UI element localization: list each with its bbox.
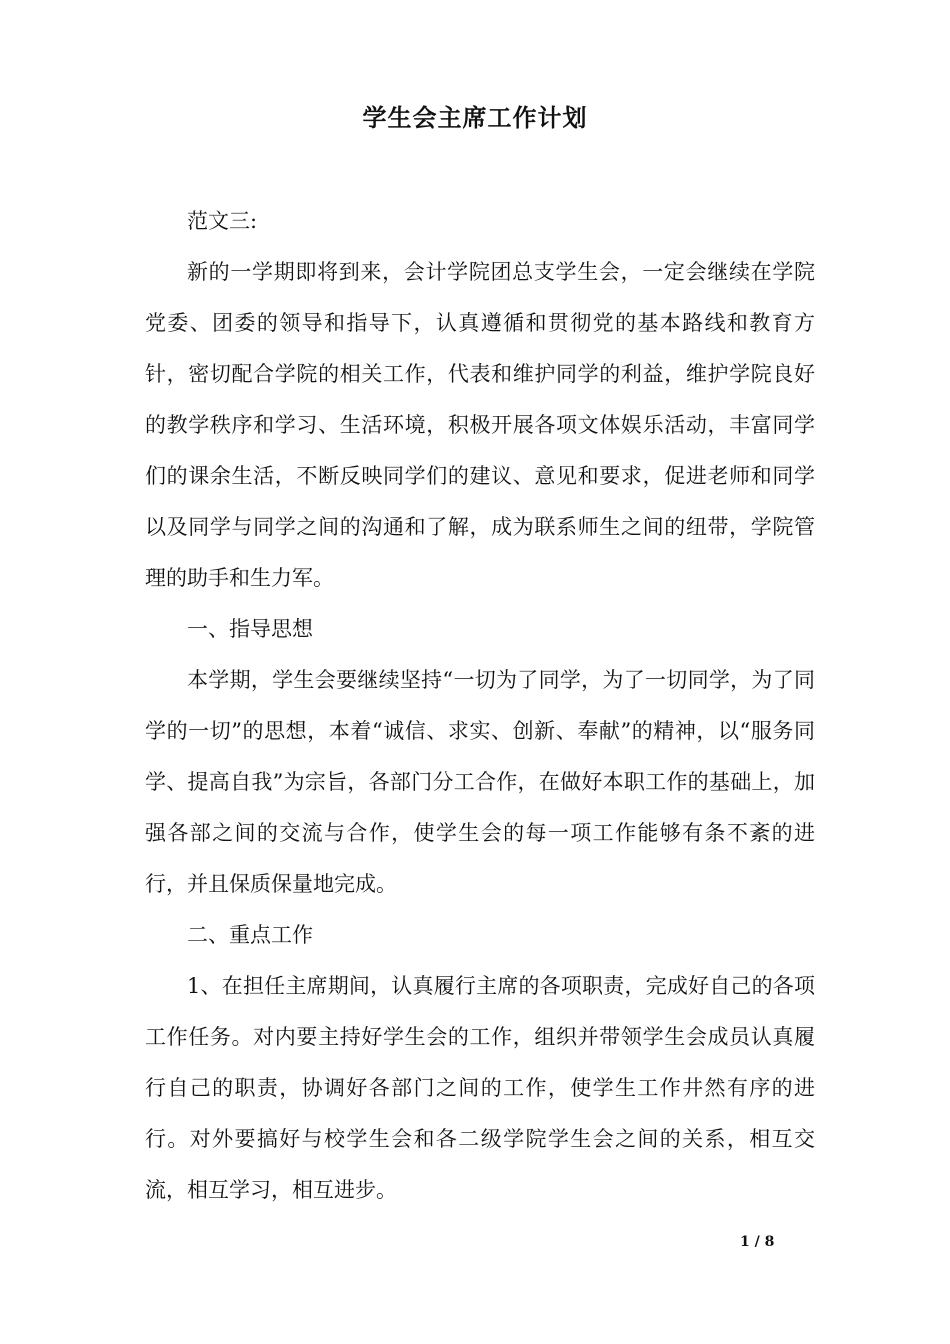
page-title: 学生会主席工作计划 — [362, 103, 588, 132]
paragraph-overview: 新的一学期即将到来，会计学院团总支学生会，一定会继续在学院党委、团委的领导和指导下，认真遵循和贯彻党的基本路线和教育方针，密切配合学院的相关工作，代表和维护同学的利益，维护学院良好的教学秩序和学习、生活环境，积极开展各项文体娱乐活动，丰富同学们的课余生活，不断反映同学们的建议、意见和要求，促进老师和同学以及同学与同学之间的沟通和了解，成为联系师生之间的纽带，学院管理的助手和生力军。 — [145, 260, 815, 590]
paragraph-guiding-thought: 本学期，学生会要继续坚持“一切为了同学，为了一切同学，为了同学的一切”的思想，本着“诚信、求实、创新、奉献”的精神，以“服务同学、提高自我”为宗旨，各部门分工合作，在做好本职工作的基础上，加强各部之间的交流与合作，使学生会的每一项工作能够有条不紊的进行，并且保质保量地完成。 — [145, 668, 815, 896]
document-body — [145, 196, 815, 1216]
section-heading-key-work: 二、重点工作 — [187, 923, 313, 947]
page-number: 1 / 8 — [740, 1234, 775, 1250]
paragraph-intro-label: 范文三: — [187, 209, 258, 233]
paragraph-key-work-1: 1、在担任主席期间，认真履行主席的各项职责，完成好自己的各项工作任务。对内要主持好学生会的工作，组织并带领学生会成员认真履行自己的职责，协调好各部门之间的工作，使学生工作井然有序的进行。对外要搞好与校学生会和各二级学院学生会之间的关系，相互交流，相互学习，相互进步。 — [145, 974, 815, 1202]
section-heading-guiding-thought: 一、指导思想 — [187, 617, 313, 641]
